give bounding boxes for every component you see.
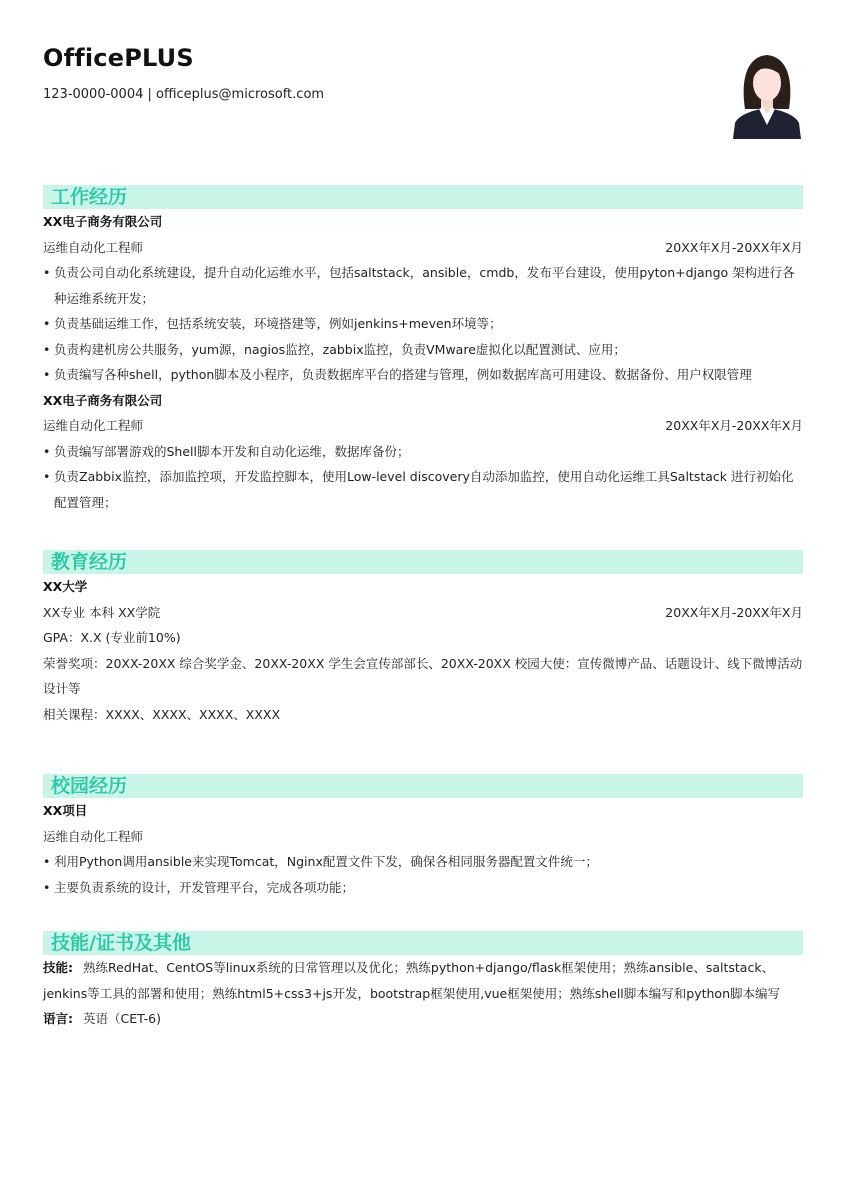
work-bullet-2-1: • 负责编写部署游戏的Shell脚本开发和自动化运维，数据库备份； (43, 439, 803, 465)
skills-label: 技能: (43, 960, 73, 975)
work-bullet-1-3: • 负责构建机房公共服务，yum源，nagios监控，zabbix监控，负责VMware虚拟化以配置测试、应用； (43, 337, 803, 363)
work-company-1: XX电子商务有限公司 (43, 214, 163, 229)
language-paragraph (43, 1006, 803, 1032)
skills-section (43, 931, 803, 1032)
education-date: 20XX年X月-20XX年X月 (665, 604, 803, 620)
skills-section-title: 技能/证书及其他 (51, 932, 191, 954)
work-role-row-2 (43, 413, 803, 439)
work-company-2: XX电子商务有限公司 (43, 392, 163, 408)
campus-section (43, 774, 803, 900)
avatar (731, 43, 803, 139)
work-role-2: 运维自动化工程师 (43, 418, 144, 433)
education-courses: 相关课程：XXXX、XXXX、XXXX、XXXX (43, 706, 281, 722)
language-label: 语言: (43, 1011, 73, 1026)
work-date-2: 20XX年X月-20XX年X月 (665, 418, 803, 433)
work-role-1: 运维自动化工程师 (43, 239, 144, 255)
skills-section-header (43, 931, 803, 955)
work-role-row-1 (43, 235, 803, 261)
work-bullet-1-2: • 负责基础运维工作，包括系统安装，环境搭建等，例如jenkins+meven环境等； (43, 311, 803, 337)
education-section-title: 教育经历 (51, 551, 128, 573)
work-section (43, 185, 803, 515)
work-section-title: 工作经历 (51, 186, 128, 208)
education-school: XX大学 (43, 579, 88, 594)
work-section-header (43, 185, 803, 209)
education-section-header (43, 550, 803, 574)
skills-text: 熟练RedHat、CentOS等linux系统的日常管理以及优化；熟练python+django/flask框架使用；熟练ansible、saltstack、jenkins等工具的部署和使用；熟练html5+css3+js开发，bootstrap框架使用,vue框架使用；熟练shell脚本编写和python脚本编写 (43, 960, 781, 1001)
campus-bullet-1: • 利用Python调用ansible来实现Tomcat，Nginx配置文件下发，确保各相同服务器配置文件统一； (43, 849, 803, 875)
campus-section-title: 校园经历 (51, 775, 128, 797)
language-text: 英语（CET-6) (83, 1011, 161, 1026)
work-date-1: 20XX年X月-20XX年X月 (665, 239, 803, 255)
work-bullet-1-4: • 负责编写各种shell，python脚本及小程序，负责数据库平台的搭建与管理，例如数据库高可用建设、数据备份、用户权限管理 (43, 362, 803, 388)
contact-info: 123-0000-0004 | officeplus@microsoft.com (43, 87, 325, 102)
candidate-name: OfficePLUS (43, 44, 194, 72)
campus-role: 运维自动化工程师 (43, 828, 144, 844)
education-gpa: GPA：X.X (专业前10%) (43, 630, 181, 645)
education-section (43, 550, 803, 727)
education-major-row (43, 600, 803, 626)
campus-bullet-2: • 主要负责系统的设计，开发管理平台，完成各项功能； (43, 875, 803, 901)
work-bullet-1-1: • 负责公司自动化系统建设，提升自动化运维水平，包括saltstack，ansible，cmdb，发布平台建设，使用pyton+django 架构进行各种运维系统开发； (43, 260, 803, 311)
education-major: XX专业 本科 XX学院 (43, 604, 161, 620)
work-bullet-2-2: • 负责Zabbix监控，添加监控项，开发监控脚本，使用Low-level discovery自动添加监控，使用自动化运维工具Saltstack 进行初始化配置管理； (43, 464, 803, 515)
education-honors: 荣誉奖项：20XX-20XX 综合奖学金、20XX-20XX 学生会宣传部部长、20XX-20XX 校园大使：宣传微博产品、话题设计、线下微博活动设计等 (43, 655, 803, 696)
campus-section-header (43, 774, 803, 798)
campus-project: XX项目 (43, 803, 88, 818)
skills-paragraph (43, 955, 803, 1006)
